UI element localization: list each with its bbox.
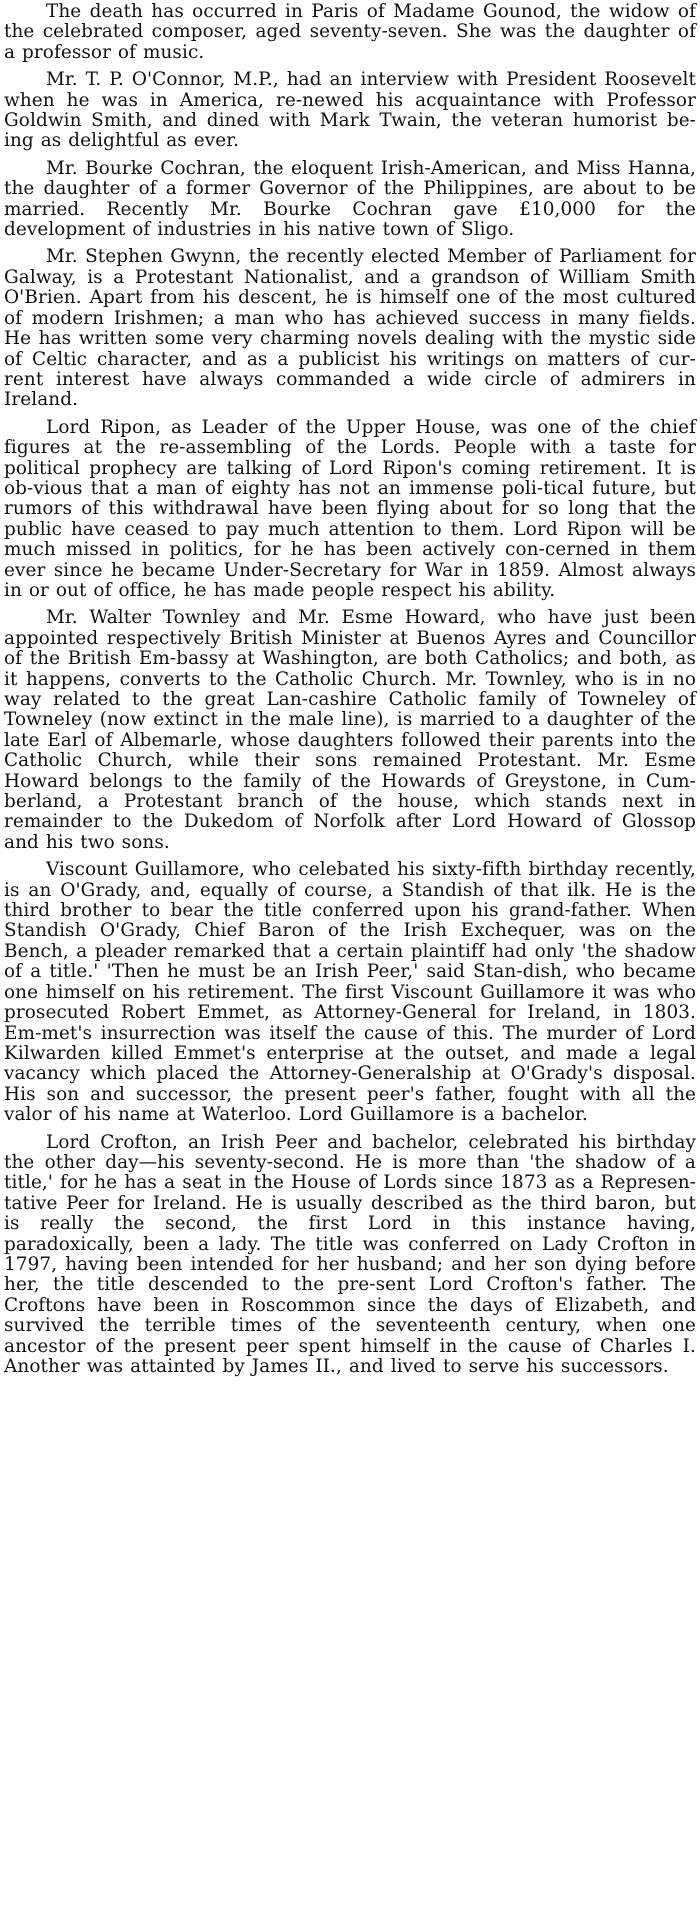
paragraph-cochran: Mr. Bourke Cochran, the eloquent Irish-American, and Miss Hanna, the daughter of a former Governor of the Philippines, are about to be married. Recently Mr. Bourke Cochran gave £10,000 for the development of industries in his native town of Sligo. bbox=[4, 157, 696, 241]
paragraph-gounod: The death has occurred in Paris of Madame Gounod, the widow of the celebrated composer, aged seventy-seven. She was the daughter of a professor of music. bbox=[4, 1, 696, 63]
text-column bbox=[4, 2, 696, 1377]
paragraph-guillamore: Viscount Guillamore, who celebated his sixty-fifth birthday recently, is an O'Grady, and, equally of course, a Standish of that ilk. He is the third brother to bear the title conferred upon his grand-father. When Standish O'Grady, Chief Baron of the Irish Exchequer, was on the Bench, a pleader remarked that a certain plaintiff had only 'the shadow of a title.' 'Then he must be an Irish Peer,' said Stan-dish, who became one himself on his retirement. The first Viscount Guillamore it was who prosecuted Robert Emmet, as Attorney-General for Ireland, in 1803. Em-met's insurrection was itself the cause of this. The murder of Lord Kilwarden killed Emmet's enterprise at the outset, and made a legal vacancy which placed the Attorney-Generalship at O'Grady's disposal. His son and successor, the present peer's father, fought with all the valor of his name at Waterloo. Lord Guillamore is a bachelor. bbox=[4, 859, 696, 1126]
paragraph-townley-howard: Mr. Walter Townley and Mr. Esme Howard, who have just been appointed respectively British Minister at Buenos Ayres and Councillor of the British Em-bassy at Washington, are both Catholics; and both, as it happens, converts to the Catholic Church. Mr. Townley, who is in no way related to the great Lan-cashire Catholic family of Towneley of Towneley (now extinct in the male line), is married to a daughter of the late Earl of Albemarle, whose daughters followed their parents into the Catholic Church, while their sons remained Protestant. Mr. Esme Howard belongs to the family of the Howards of Greystone, in Cum-berland, a Protestant branch of the house, which stands next in remainder to the Dukedom of Norfolk after Lord Howard of Glossop and his two sons. bbox=[4, 607, 696, 853]
paragraph-ripon: Lord Ripon, as Leader of the Upper House, was one of the chief figures at the re-assembling of the Lords. People with a taste for political prophecy are talking of Lord Ripon's coming retirement. It is ob-vious that a man of eighty has not an immense poli-tical future, but rumors of this withdrawal have been flying about for so long that the public have ceased to pay much attention to them. Lord Ripon will be much missed in politics, for he has been actively con-cerned in them ever since he became Under-Secretary for War in 1859. Almost always in or out of office, he has made people respect his ability. bbox=[4, 416, 696, 601]
paragraph-crofton: Lord Crofton, an Irish Peer and bachelor, celebrated his birthday the other day—his seventy-second. He is more than 'the shadow of a title,' for he has a seat in the House of Lords since 1873 as a Represen-tative Peer for Ireland. He is usually described as the third baron, but is really the second, the first Lord in this instance having, paradoxically, been a lady. The title was conferred on Lady Crofton in 1797, having been intended for her husband; and her son dying before her, the title descended to the pre-sent Lord Crofton's father. The Croftons have been in Roscommon since the days of Elizabeth, and survived the terrible times of the seventeenth century, when one ancestor of the present peer spent himself in the cause of Charles I. Another was attainted by James II., and lived to serve his successors. bbox=[4, 1131, 696, 1377]
paragraph-oconnor: Mr. T. P. O'Connor, M.P., had an interview with President Roosevelt when he was in America, re-newed his acquaintance with Professor Goldwin Smith, and dined with Mark Twain, the veteran humorist be-ing as delightful as ever. bbox=[4, 69, 696, 152]
paragraph-gwynn: Mr. Stephen Gwynn, the recently elected Member of Parliament for Galway, is a Protestant Nationalist, and a grandson of William Smith O'Brien. Apart from his descent, he is himself one of the most cultured of modern Irishmen; a man who has achieved success in many fields. He has written some very charming novels dealing with the mystic side of Celtic character, and as a publicist his writings on matters of cur-rent interest have always commanded a wide circle of admirers in Ireland. bbox=[4, 246, 696, 411]
